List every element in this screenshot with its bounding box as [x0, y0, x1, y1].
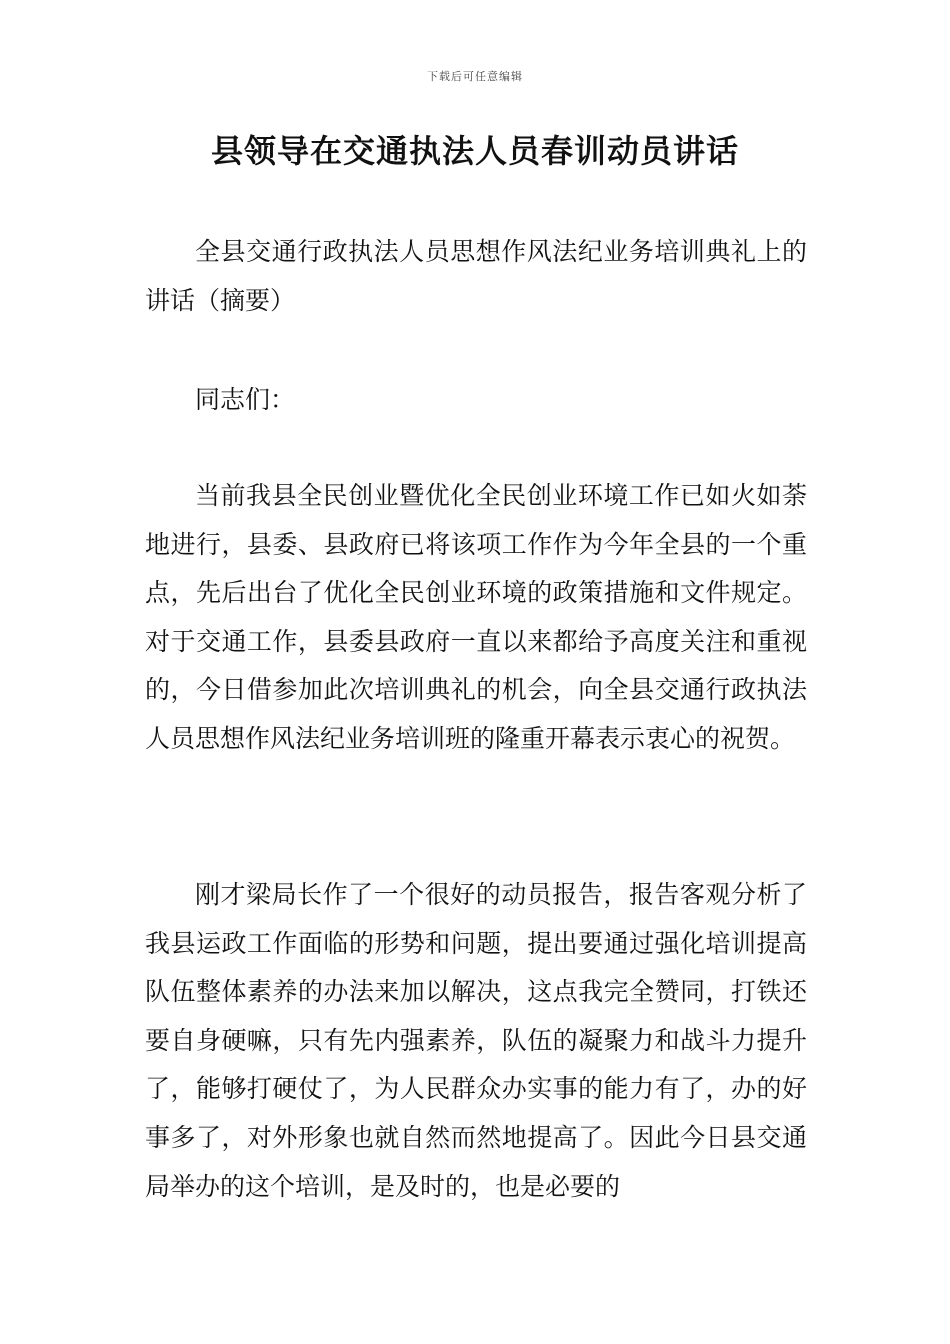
subtitle-paragraph: 全县交通行政执法人员思想作风法纪业务培训典礼上的讲话（摘要）: [145, 237, 807, 315]
header-note: 下载后可任意编辑: [427, 70, 523, 83]
body-paragraph-1: 当前我县全民创业暨优化全民创业环境工作已如火如荼地进行，县委、县政府已将该项工作作为今年全县的一个重点，先后出台了优化全民创业环境的政策措施和文件规定。对于交通工作，县委县政府一直以来都给予高度关注和重视的，今日借参加此次培训典礼的机会，向全县交通行政执法人员思想作风法纪业务培训班的隆重开幕表示衷心的祝贺。: [145, 481, 807, 753]
document-title: 县领导在交通执法人员春训动员讲话: [210, 132, 739, 170]
body-paragraph-2: 刚才梁局长作了一个很好的动员报告，报告客观分析了我县运政工作面临的形势和问题，提出要通过强化培训提高队伍整体素养的办法来加以解决，这点我完全赞同，打铁还要自身硬嘛，只有先内强素养，队伍的凝聚力和战斗力提升了，能够打硬仗了，为人民群众办实事的能力有了，办的好事多了，对外形象也就自然而然地提高了。因此今日县交通局举办的这个培训，是及时的，也是必要的: [145, 880, 807, 1201]
salutation-paragraph: 同志们：: [195, 385, 296, 414]
